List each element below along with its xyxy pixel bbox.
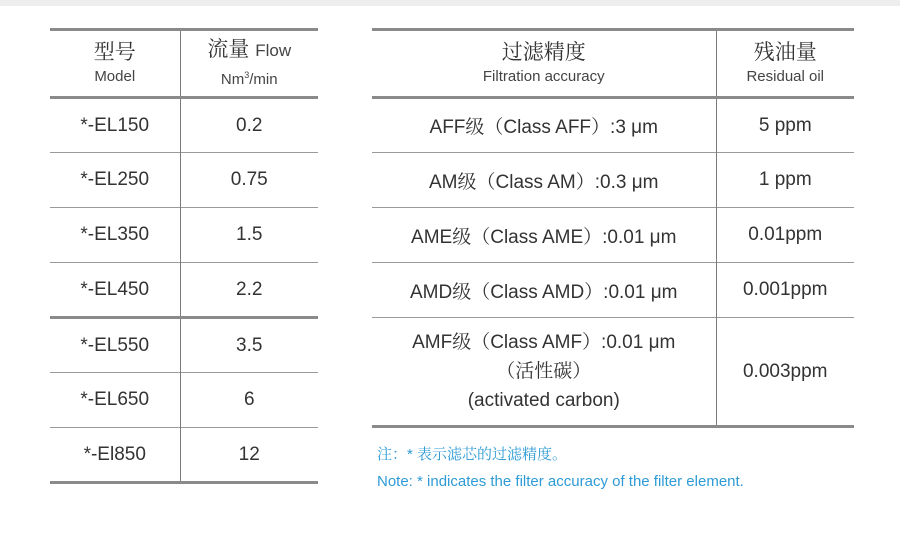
flow-cell: 0.2 [180,98,318,153]
filtration-accuracy-table [372,28,854,428]
table-row [50,263,318,318]
model-cell: *-EL350 [50,208,180,263]
model-cell: *-EL650 [50,373,180,428]
note-english: Note: * indicates the filter accuracy of the filter element. [377,473,744,490]
table-row [372,318,854,427]
model-cell: *-El850 [50,428,180,483]
top-edge-fade [0,0,900,6]
flow-cell: 6 [180,373,318,428]
oil-cell: 1 ppm [716,153,854,208]
flow-cell: 0.75 [180,153,318,208]
model-flow-table [50,28,318,484]
oil-cell: 0.01ppm [716,208,854,263]
table-row [372,98,854,153]
accuracy-cell: AME级（Class AME）:0.01 μm [372,208,716,263]
flow-cell: 2.2 [180,263,318,318]
table-row [50,98,318,153]
table-row [50,153,318,208]
flow-cell: 3.5 [180,318,318,373]
oil-cell: 0.003ppm [716,318,854,427]
accuracy-cell-multiline: AMF级（Class AMF）:0.01 μm （活性碳） (activated carbon) [372,318,716,427]
accuracy-cell: AMD级（Class AMD）:0.01 μm [372,263,716,318]
flow-unit: Nm$^3$/min [220,69,278,88]
table-row [372,208,854,263]
accuracy-cell: AFF级（Class AFF）:3 μm [429,117,658,138]
model-cell: *-EL450 [50,263,180,318]
residual-oil-header: 残油量 Residual oil [716,30,854,98]
accuracy-cell: AM级（Class AM）:0.3 μm [372,153,716,208]
oil-cell: 0.001ppm [716,263,854,318]
model-cell: *-EL550 [50,318,180,373]
model-cell: *-EL150 [80,114,150,136]
table-row [372,263,854,318]
note-chinese: 注：* 表示滤芯的过滤精度。 [377,446,568,463]
oil-cell: 5 ppm [716,98,854,153]
table-row [50,428,318,483]
table-header-row [372,30,854,98]
table-row [50,318,318,373]
accuracy-header: 过滤精度 Filtration accuracy [372,30,716,98]
flow-header: 流量 Flow Nm$^3$/min [180,30,318,98]
model-header: 型号 Model [50,30,180,98]
table-header-row [50,30,318,98]
table-row [50,373,318,428]
table-row [50,208,318,263]
model-cell: *-EL250 [50,153,180,208]
flow-cell: 12 [180,428,318,483]
table-row [372,153,854,208]
flow-cell: 1.5 [180,208,318,263]
